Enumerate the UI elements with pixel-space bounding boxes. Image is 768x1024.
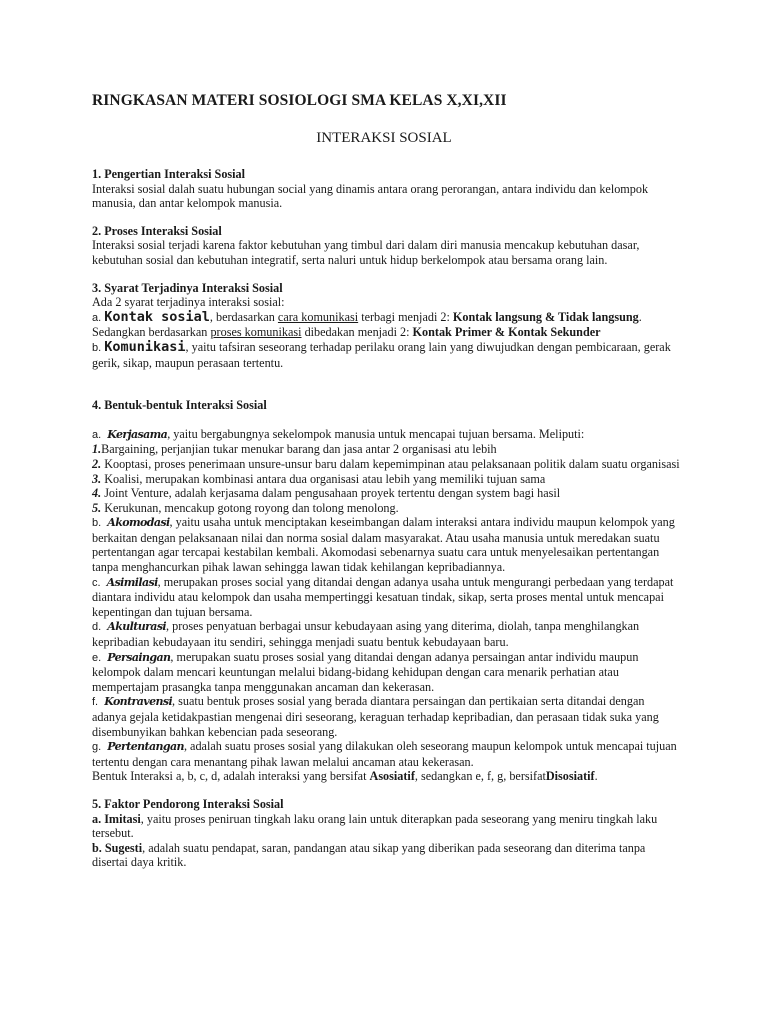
list-item-asimilasi: c. Asimilasi, merupakan proses social yang ditandai dengan adanya usaha untuk mengurangi perbedaan yang terdapat diantara individu atau kelompok dan usaha mempertinggi kesatuan tindak, sikap, serta proses mental untuk mencapai kepentingan dan tujuan bersama.: [92, 574, 674, 619]
term-akomodasi: Akomodasi: [107, 516, 170, 530]
list-item-imitasi: a. Imitasi, yaitu proses peniruan tingkah laku orang lain untuk diterapkan pada seseorang yang meniru tingkah laku tersebut.: [92, 811, 658, 841]
list-item-kontak-sosial: a. Kontak sosial, berdasarkan cara komunikasi terbagi menjadi 2: Kontak langsung & Tidak langsung.: [92, 308, 642, 325]
list-item-kontravensi: f. Kontravensi, suatu bentuk proses sosial yang berada diantara persaingan dan pertikaian serta ditandai dengan adanya gejala ketidakpastian mengenai diri seseorang, keraguan terhadap kepribadian, dan perasaan tidak suka yang disembunyikan bahkan kebencian pada seseorang.: [92, 694, 659, 739]
link-cara-komunikasi[interactable]: cara komunikasi: [277, 309, 359, 324]
heading-pengertian: 1. Pengertian Interaksi Sosial: [92, 167, 246, 181]
term-komunikasi: Komunikasi: [104, 338, 186, 355]
list-item-akulturasi: d. Akulturasi, proses penyatuan berbagai unsur kebudayaan asing yang diterima, diolah, tanpa menghilangkan kepribadian kebudayaan itu sendiri, sehingga menjadi suatu bentuk kebudayaan baru.: [92, 619, 640, 650]
document-body: [92, 167, 682, 870]
heading-faktor: 5. Faktor Pendorong Interaksi Sosial: [92, 796, 284, 811]
list-item-bargaining: 1.Bargaining, perjanjian tukar menukar barang dan jasa antar 2 organisasi atu lebih: [92, 442, 497, 457]
list-item-kerukunan: 5. Kerukunan, mencakup gotong royong dan tolong menolong.: [92, 500, 399, 515]
term-kontravensi: Kontravensi: [104, 695, 173, 709]
list-item-kooptasi: 2. Kooptasi, proses penerimaan unsure-unsur baru dalam kepemimpinan atau pelaksanaan politik dalam suatu organisasi: [92, 456, 680, 471]
term-pertentangan: Pertentangan: [107, 740, 184, 754]
document-title: RINGKASAN MATERI SOSIOLOGI SMA KELAS X,XI,XII: [92, 92, 507, 109]
list-marker: b.: [92, 341, 102, 354]
list-item-kerjasama: a. Kerjasama, yaitu bergabungnya sekelompok manusia untuk mencapai tujuan bersama. Meliputi:: [92, 426, 585, 441]
heading-bentuk: 4. Bentuk-bentuk Interaksi Sosial: [92, 398, 267, 413]
list-item-persaingan: e. Persaingan, merupakan suatu proses sosial yang ditandai dengan adanya persaingan antar individu maupun kelompok dalam mencari keuntungan melalui bidang-bidang kehidupan dengan cara menarik perhatian atau mempertajam prasangka tanpa menggunakan ancaman dan kekerasan.: [92, 649, 639, 694]
paragraph-proses: Interaksi sosial terjadi karena faktor kebutuhan yang timbul dari dalam diri manusia mencakup kebutuhan dasar, kebutuhan sosial dan kebutuhan integratif, serta naluri untuk hidup berkelompok atau bersama orang lain.: [92, 238, 640, 267]
heading-proses: 2. Proses Interaksi Sosial: [92, 223, 222, 238]
paragraph-pengertian: Interaksi sosial dalah suatu hubungan social yang dinamis antara orang perorangan, antara individu dan kelompok manusia, dan antar kelompok manusia.: [92, 181, 649, 211]
list-item-komunikasi: b. Komunikasi, yaitu tafsiran seseorang terhadap perilaku orang lain yang diwujudkan dengan pembicaraan, gerak gerik, sikap, maupun perasaan tertentu.: [92, 338, 671, 370]
list-item-joint-venture: 4. Joint Venture, adalah kerjasama dalam pengusahaan proyek tertentu dengan system bagi hasil: [92, 486, 561, 501]
term-kerjasama: Kerjasama: [107, 427, 168, 441]
link-proses-komunikasi[interactable]: proses komunikasi: [210, 325, 302, 340]
term-asimilasi: Asimilasi: [106, 575, 158, 589]
list-marker: a.: [92, 311, 102, 324]
list-item-sugesti: b. Sugesti, adalah suatu pendapat, saran, pandangan atau sikap yang diberikan pada seseorang dan diterima tanpa disertai daya kritik.: [92, 840, 646, 870]
paragraph-bentuk-summary: Bentuk Interaksi a, b, c, d, adalah interaksi yang bersifat Asosiatif, sedangkan e, f, g, bersifatDisosiatif.: [92, 769, 598, 784]
list-item-pertentangan: g. Pertentangan, adalah suatu proses sosial yang dilakukan oleh seseorang maupun kelompok untuk mencapai tujuan tertentu dengan cara menantang pihak lawan melalui ancaman atau kekerasan.: [92, 739, 677, 769]
list-item-akomodasi: b. Akomodasi, yaitu usaha untuk menciptakan keseimbangan dalam interaksi antara individu maupun kelompok yang berkaitan dengan pelaksanaan nilai dan norma sosial dalam masyarakat. Atau usaha manusia untuk meredakan suatu pertentangan agar tercapai kestabilan kembali. Akomodasi sebenarnya suatu cara untuk menyelesaikan pertentangan tanpa menghancurkan pihak lawan sehingga lawan tidak kehilangan kepribadiannya.: [92, 515, 675, 575]
list-item-koalisi: 3. Koalisi, merupakan kombinasi antara dua organisasi atau lebih yang memiliki tujuan sama: [92, 471, 546, 486]
term-persaingan: Persaingan: [107, 650, 171, 664]
paragraph-syarat-intro: Ada 2 syarat terjadinya interaksi sosial:: [92, 295, 285, 310]
term-kontak-sosial: Kontak sosial: [104, 308, 210, 325]
term-akulturasi: Akulturasi: [107, 620, 166, 634]
list-item-kontak-sosial-cont: Sedangkan berdasarkan proses komunikasi dibedakan menjadi 2: Kontak Primer & Kontak Sekunder: [92, 325, 601, 340]
section-title: INTERAKSI SOSIAL: [316, 130, 452, 146]
heading-syarat: 3. Syarat Terjadinya Interaksi Sosial: [92, 280, 283, 295]
